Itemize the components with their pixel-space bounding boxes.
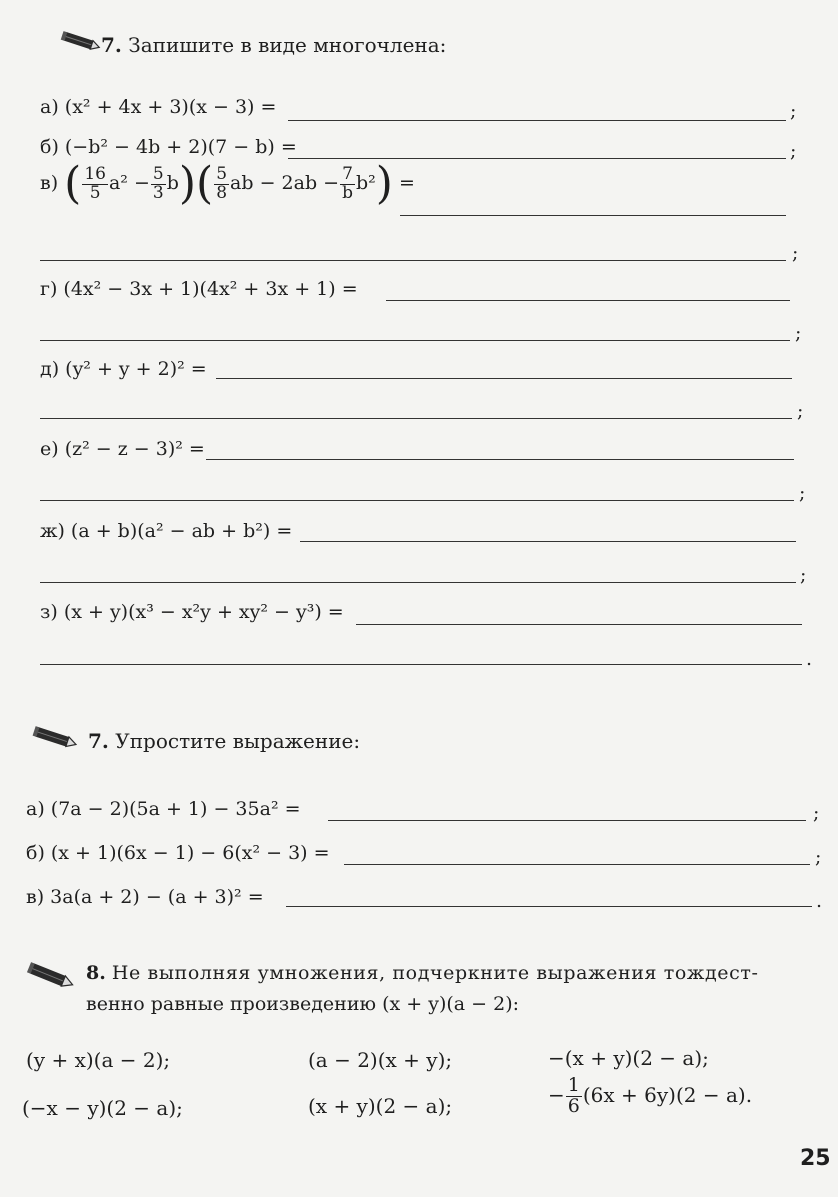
end-punct2-a: ; [813,802,820,824]
expr-1[interactable]: (y + x)(a − 2); [26,1048,171,1072]
section1-title-text: Запишите в виде многочлена: [128,33,447,57]
section2-title [88,729,360,753]
task-a: а) (x² + 4x + 3)(x − 3) = [40,96,277,118]
answer-line-b[interactable] [288,158,786,159]
section1-number: 7. [101,33,122,57]
fraction: $\frac{1}{6}$ [567,1074,580,1117]
answer-line-zh1[interactable] [300,541,796,542]
answer-line-z1[interactable] [356,624,802,625]
task2-a: а) (7a − 2)(5a + 1) − 35a² = [26,798,301,820]
pencil-icon [32,725,80,755]
section2-number: 7. [88,729,109,753]
end-punct2-v: . [816,890,823,912]
end-punct-e: ; [799,482,806,504]
end-punct-b: ; [790,140,797,162]
answer-line2-b[interactable] [344,864,810,865]
section2-title-text: Упростите выражение: [115,729,361,753]
fraction: $\frac{16}{5}$ [84,163,106,203]
task-d: д) (y² + y + 2)² = [40,358,207,380]
answer-line-z2[interactable] [40,664,802,665]
task-zh: ж) (a + b)(a² − ab + b²) = [40,520,293,542]
answer-line2-a[interactable] [328,820,806,821]
answer-line-zh2[interactable] [40,582,796,583]
page-number: 25 [800,1146,831,1171]
expr-2[interactable]: (a − 2)(x + y); [308,1048,453,1072]
end-punct-v: ; [792,242,799,264]
task2-b: б) (x + 1)(6x − 1) − 6(x² − 3) = [26,842,330,864]
answer-line-a[interactable] [288,120,786,121]
task-z: з) (x + y)(x³ − x²y + xy² − y³) = [40,601,344,623]
section3-line2: венно равные произведению (x + y)(a − 2): [86,993,520,1016]
task-b: б) (−b² − 4b + 2)(7 − b) = [40,136,297,158]
pencil-icon [60,30,102,58]
section3-line1: Не выполняя умножения, подчеркните выражения тождест- [111,962,759,984]
fraction: $\frac{7}{b}$ [342,163,353,203]
expr-3[interactable]: −(x + y)(2 − a); [548,1046,709,1070]
answer-line-v1[interactable] [400,215,786,216]
fraction: $\frac{5}{3}$ [152,163,164,203]
answer-line-e1[interactable] [206,459,794,460]
answer-line2-v[interactable] [286,906,812,907]
section1-title [101,33,446,57]
answer-line-g2[interactable] [40,340,790,341]
expr-5[interactable]: (x + y)(2 − a); [308,1094,453,1118]
expr-6[interactable]: − $\frac{1}{6}$ (6x + 6y)(2 − a). [548,1074,753,1117]
end-punct-d: ; [797,400,804,422]
answer-line-g1[interactable] [386,300,790,301]
expr-4[interactable]: (−x − y)(2 − a); [22,1096,183,1120]
end-punct-zh: ; [800,564,807,586]
answer-line-d1[interactable] [216,378,792,379]
answer-line-e2[interactable] [40,500,794,501]
end-punct-g: ; [795,322,802,344]
answer-line-v2[interactable] [40,260,786,261]
end-punct-a: ; [790,100,797,122]
end-punct-z: . [806,648,813,670]
task-g: г) (4x² − 3x + 1)(4x² + 3x + 1) = [40,278,358,300]
task-v-label: в) [40,172,59,194]
end-punct2-b: ; [815,846,822,868]
section3-text [86,958,758,1021]
section3-number: 8. [86,962,106,984]
fraction: $\frac{5}{8}$ [216,163,228,203]
task-e: е) (z² − z − 3)² = [40,438,205,460]
task-v: в) ( $\frac{16}{5}$ a² − $\frac{5}{3}$ b)( $\frac{5}{8}$ ab − 2ab − $\frac{7}{b}$ b²) = [40,158,415,209]
answer-line-d2[interactable] [40,418,792,419]
pencil-icon [26,960,78,998]
task2-v: в) 3a(a + 2) − (a + 3)² = [26,886,264,908]
